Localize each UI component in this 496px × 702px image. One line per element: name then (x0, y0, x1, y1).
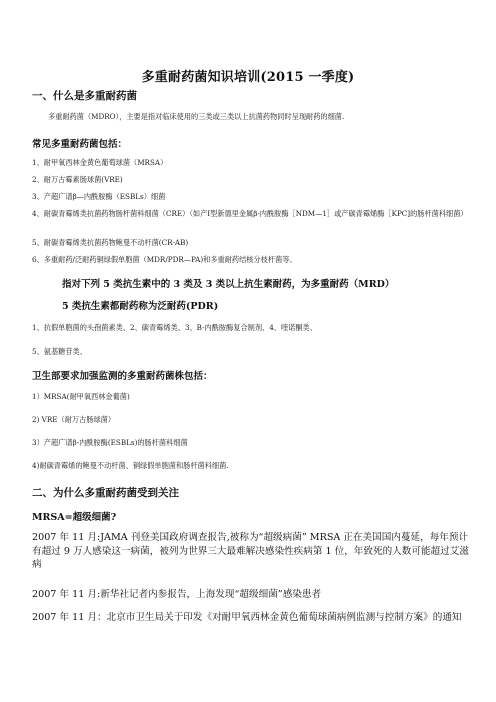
monitor-heading: 卫生部要求加强监测的多重耐药菌株包括： (32, 371, 213, 382)
monitor-item-2: 2) VRE（耐万古肠球菌） (32, 415, 116, 424)
section1-heading: 一、什么是多重耐药菌 (32, 90, 137, 102)
news-item-2: 2007 年 11 月:新华社记者内参报告，上海发现“超级细菌”感染患者 (32, 589, 322, 600)
mrd-statement: 指对下列 5 类抗生素中的 3 类及 3 类以上抗生素耐药，为多重耐药（MRD） (62, 279, 395, 290)
document-title: 多重耐药菌知识培训(2015 一季度) (141, 70, 355, 85)
monitor-item-3: 3）产超广谱β-内酰胺酶(ESBLs)的肠杆菌科细菌 (32, 438, 188, 447)
news-item-3: 2007 年 11 月：北京市卫生局关于印发《对耐甲氧西林金黄色葡萄球菌病例监测与控制方案》的通知 (32, 612, 462, 623)
antibiotic-classes-line1: 1、抗假单胞菌的头孢菌素类、2、碳青霉烯类、3、B-内酰胺酶复合制剂、4、喹诺酮类、 (32, 323, 317, 332)
definition-text: 多重耐药菌（MDRO），主要是指对临床使用的三类或三类以上抗菌药物同时呈现耐药的细菌. (48, 112, 345, 121)
common-item-5: 5、耐碳青霉烯类抗菌药物鲍曼不动杆菌(CR-AB) (32, 238, 189, 247)
news-item-1: 2007 年 11 月:JAMA 刊登美国政府调查报告,被称为“超级病菌” MRSA 正在美国国内蔓延，每年预计有超过 9 万人感染这一病菌，被列为世界三大最难解决感染性疾病第 1 位，年致死的人数可能超过艾滋病 (32, 532, 469, 570)
common-item-6: 6、多重耐药/泛耐药铜绿假单胞菌（MDR/PDR—PA)和多重耐药结核分枝杆菌等。 (32, 255, 297, 264)
common-item-1: 1、耐甲氧西林金黄色葡萄球菌（MRSA） (32, 158, 168, 167)
common-item-2: 2、耐万古霉素肠球菌(VRE) (32, 175, 123, 184)
common-item-4: 4、耐碳青霉烯类抗菌药物肠杆菌科细菌（CRE）（如产Ⅰ型新德里金属β-内酰胺酶［NDM—1］或产碳青霉烯酶［KPC]的肠杆菌科细菌） (32, 209, 468, 218)
monitor-item-1: 1）MRSA(耐甲氧西林金葡菌) (32, 392, 130, 401)
common-item-3: 3、产超广谱β—内酰胺酶（ESBLs）细菌 (32, 192, 166, 201)
pdr-statement: 5 类抗生素都耐药称为泛耐药(PDR) (62, 301, 219, 312)
section2-heading: 二、为什么多重耐药菌受到关注 (32, 487, 179, 499)
monitor-item-4: 4)耐碳青霉烯的鲍曼不动杆菌、铜绿假单胞菌和肠杆菌科细菌. (32, 461, 229, 470)
mrsa-heading: MRSA=超级细菌? (32, 512, 117, 523)
common-heading: 常见多重耐药菌包括： (32, 139, 128, 150)
antibiotic-classes-line2: 5、氨基糖苷类、 (32, 347, 87, 356)
